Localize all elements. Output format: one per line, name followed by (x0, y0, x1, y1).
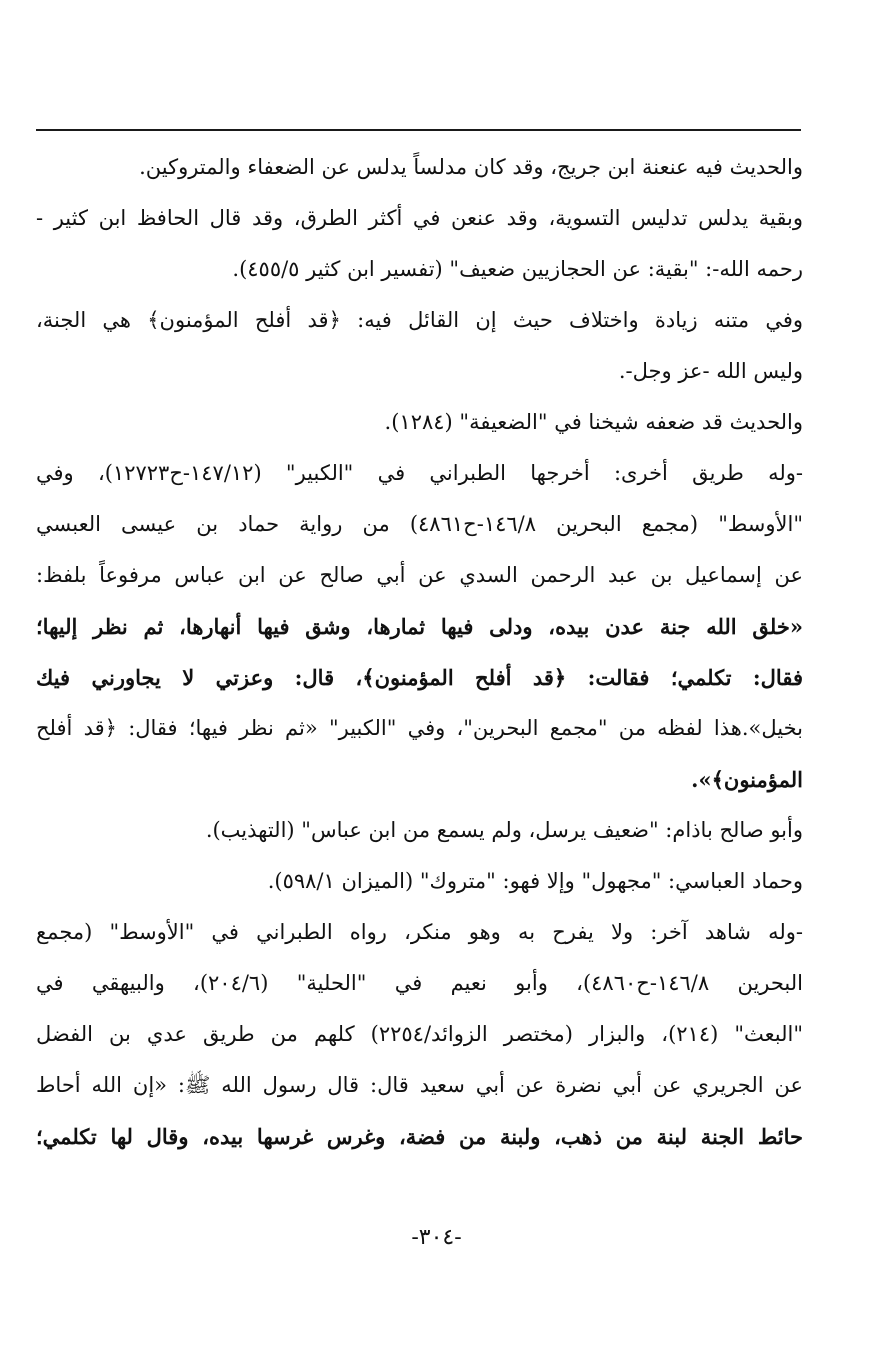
text-line: والحديث قد ضعفه شيخنا في "الضعيفة" (١٢٨٤). (384, 410, 803, 434)
text-line: وبقية يدلس تدليس التسوية، وقد عنعن في أكثر الطرق، وقد قال الحافظ ابن كثير - (36, 206, 803, 230)
text-line: -وله طريق أخرى: أخرجها الطبراني في "الكبير" (١٤٧/١٢-ح١٢٧٢٣)، وفي (36, 461, 803, 485)
text-line: "البعث" (٢١٤)، والبزار (مختصر الزوائد/٢٢٥٤) كلهم من طريق عدي بن الفضل (36, 1022, 803, 1046)
text-line: رحمه الله-: "بقية: عن الحجازيين ضعيف" (تفسير ابن كثير ٤٥٥/٥). (232, 257, 803, 281)
text-line: البحرين ١٤٦/٨-ح٤٨٦٠)، وأبو نعيم في "الحلية" (٢٠٤/٦)، والبيهقي في (36, 971, 803, 995)
text-line: وفي متنه زيادة واختلاف حيث إن القائل فيه: ﴿قد أفلح المؤمنون﴾ هي الجنة، (36, 308, 803, 332)
text-line: «خلق الله جنة عدن بيده، ودلى فيها ثمارها، وشق فيها أنهارها، ثم نظر إليها؛ (36, 614, 803, 639)
body-text (36, 142, 803, 1162)
text-line: -وله شاهد آخر: ولا يفرح به وهو منكر، رواه الطبراني في "الأوسط" (مجمع (36, 920, 803, 944)
text-line: عن الجريري عن أبي نضرة عن أبي سعيد قال: قال رسول الله ﷺ: «إن الله أحاط (36, 1073, 803, 1097)
footnote-separator-rule (36, 129, 801, 131)
text-line: وليس الله -عز وجل-. (618, 359, 803, 383)
text-line: وأبو صالح باذام: "ضعيف يرسل، ولم يسمع من ابن عباس" (التهذيب). (205, 818, 803, 842)
text-line: حائط الجنة لبنة من ذهب، ولبنة من فضة، وغرس غرسها بيده، وقال لها تكلمي؛ (36, 1124, 803, 1149)
text-line: والحديث فيه عنعنة ابن جريج، وقد كان مدلساً يدلس عن الضعفاء والمتروكين. (139, 155, 803, 179)
page-number: -٣٠٤- (411, 1225, 462, 1250)
text-line: "الأوسط" (مجمع البحرين ١٤٦/٨-ح٤٨٦١) من رواية حماد بن عيسى العبسي (36, 512, 803, 536)
text-line: بخيل».هذا لفظه من "مجمع البحرين"، وفي "الكبير" «ثم نظر فيها؛ فقال: ﴿قد أفلح (36, 716, 803, 740)
text-line: عن إسماعيل بن عبد الرحمن السدي عن أبي صالح عن ابن عباس مرفوعاً بلفظ: (36, 563, 803, 587)
text-line: المؤمنون﴾». (691, 767, 803, 792)
text-line: فقال: تكلمي؛ فقالت: ﴿قد أفلح المؤمنون﴾، قال: وعزتي لا يجاورني فيك (36, 665, 803, 690)
text-line: وحماد العباسي: "مجهول" وإلا فهو: "متروك" (الميزان ٥٩٨/١). (267, 869, 803, 893)
